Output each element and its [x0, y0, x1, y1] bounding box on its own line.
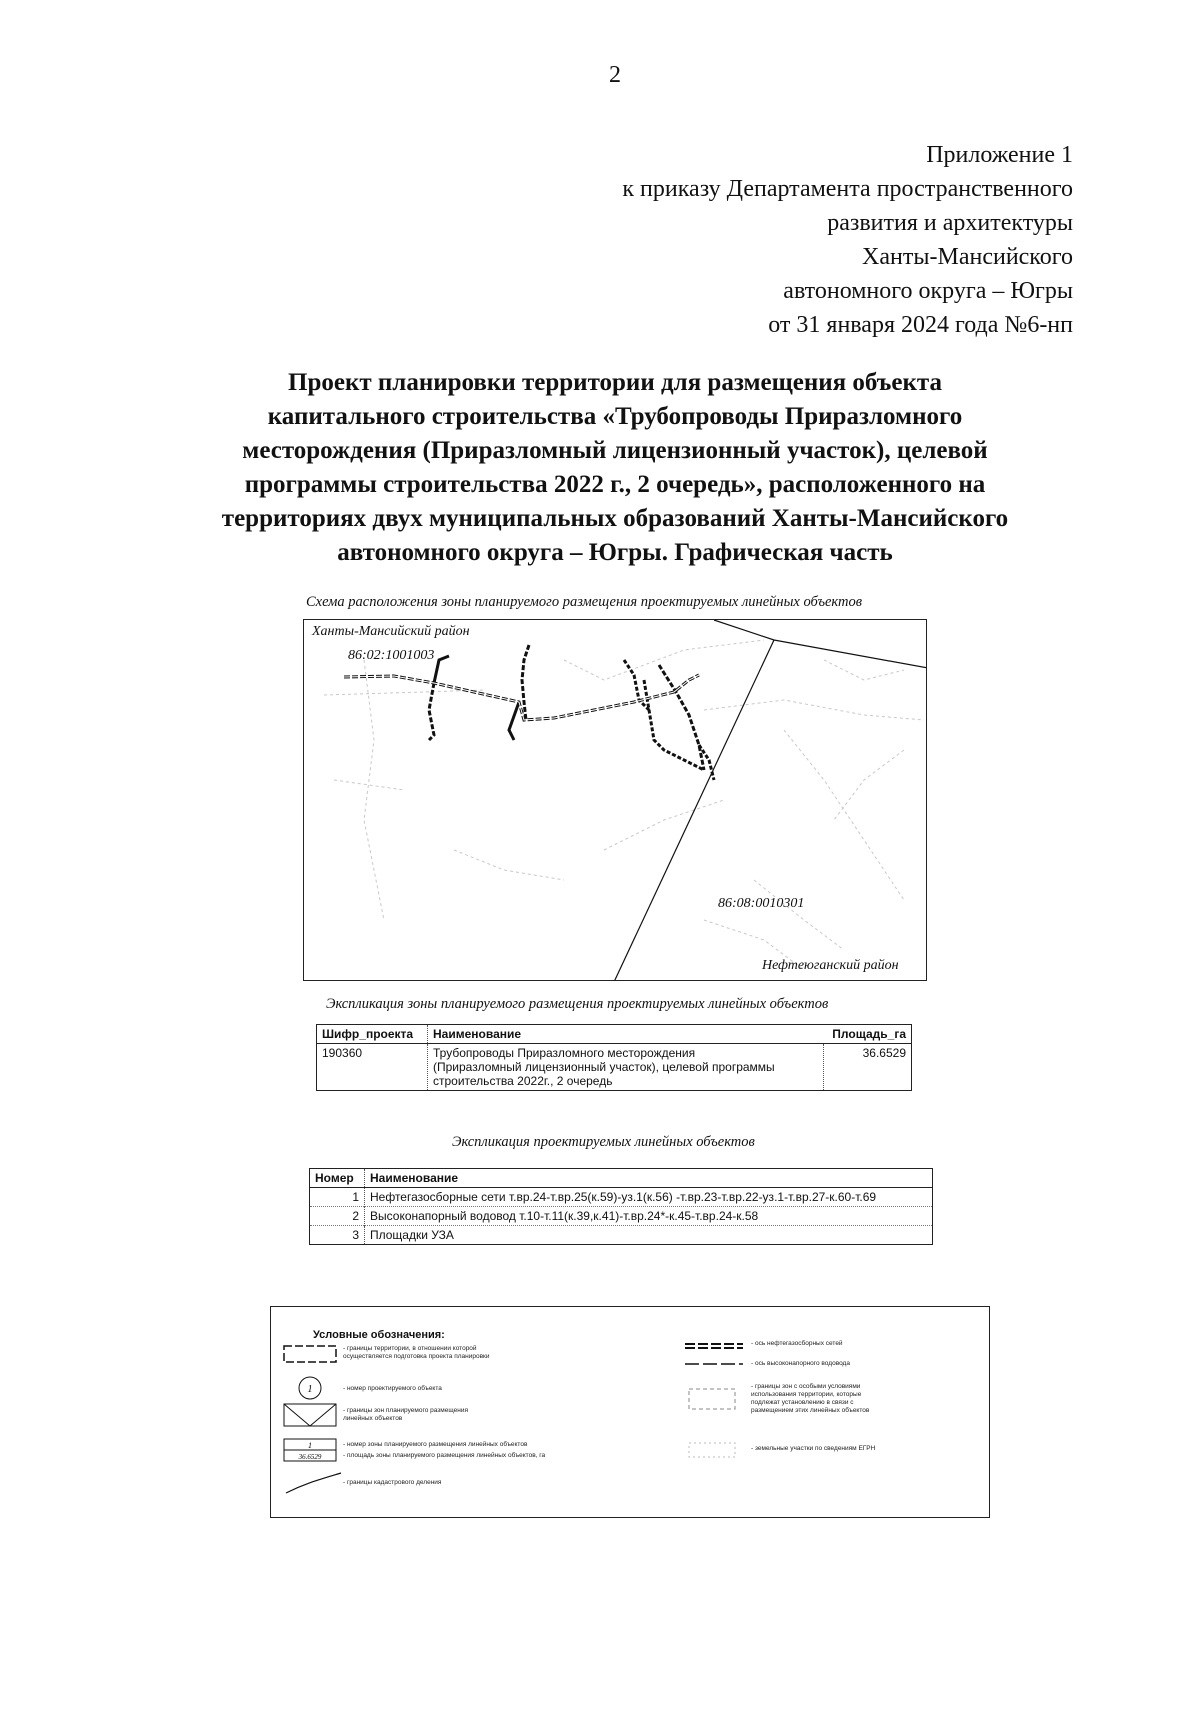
appendix-line: к приказу Департамента пространственного — [622, 176, 1073, 202]
zone-table-caption: Экспликация зоны планируемого размещения проектируемых линейных объектов — [326, 996, 829, 1012]
legend-symbols-left — [281, 1343, 361, 1513]
name-line: строительства 2022г., 2 очередь — [433, 1074, 613, 1088]
legend-text: - номер проектируемого объекта — [343, 1385, 442, 1392]
special-zone-symbol — [689, 1389, 735, 1409]
project-code-cell: 190360 — [317, 1044, 428, 1091]
title-line: Проект планировки территории для размещения объекта — [288, 369, 942, 396]
column-header: Площадь_га — [832, 1027, 906, 1041]
name-line: (Приразломный лицензионный участок), целевой программы — [433, 1060, 775, 1074]
zone-area-symbol-text: 36.6529 — [298, 1453, 322, 1461]
area-cell: 36.6529 — [862, 1046, 906, 1060]
title-line: территориях двух муниципальных образований Ханты-Мансийского — [221, 505, 1009, 532]
appendix-line: Приложение 1 — [926, 142, 1073, 168]
territory-boundary-symbol — [284, 1346, 336, 1362]
appendix-line: развития и архитектуры — [827, 210, 1073, 236]
legend-text: - границы зон планируемого размещения линейных объектов — [343, 1407, 468, 1422]
table-row — [310, 1188, 933, 1207]
object-number-symbol-text: 1 — [307, 1384, 313, 1395]
table-header-row — [317, 1025, 912, 1044]
objects-table-caption: Экспликация проектируемых линейных объектов — [452, 1134, 755, 1150]
legend-text: - земельные участки по сведениям ЕГРН — [751, 1445, 876, 1452]
map-caption: Схема расположения зоны планируемого размещения проектируемых линейных объектов — [306, 594, 863, 610]
legend-text: - границы кадастрового деления — [343, 1479, 442, 1486]
column-header: Наименование — [370, 1171, 459, 1185]
pipeline-network — [344, 645, 714, 780]
legend-text: - ось нефтегазосборных сетей — [751, 1340, 843, 1347]
page-number: 2 — [609, 62, 621, 88]
table-header-row — [310, 1169, 933, 1188]
legend-text: - границы территории, в отношении которой осуществляется подготовка проекта планировки — [343, 1345, 490, 1360]
name-cell — [428, 1044, 824, 1091]
zone-number-symbol-text: 1 — [308, 1441, 312, 1450]
legend-text: - границы зон с особыми условиями использования территории, которые подлежат установлению в связи с размещением этих линейных объектов — [751, 1383, 870, 1414]
object-name-cell: Площадки УЗА — [370, 1228, 454, 1242]
appendix-block — [453, 138, 1073, 342]
cadastral-number-label: 86:02:1001003 — [348, 648, 435, 663]
column-header: Наименование — [433, 1027, 522, 1041]
table-row — [310, 1226, 933, 1245]
cadastral-number-label: 86:08:0010301 — [718, 896, 805, 911]
table-row — [317, 1044, 912, 1091]
location-map — [303, 619, 927, 981]
land-plot-symbol — [689, 1443, 735, 1457]
zone-boundary-symbol — [284, 1404, 336, 1426]
title-line: программы строительства 2022 г., 2 очередь», расположенного на — [244, 471, 986, 498]
legend-text: - ось высоконапорного водовода — [751, 1360, 850, 1367]
cadastral-division-symbol — [286, 1473, 341, 1493]
appendix-line: от 31 января 2024 года №6-нп — [768, 312, 1073, 338]
appendix-line: Ханты-Мансийского — [862, 244, 1073, 270]
cadastral-boundary-line — [614, 640, 774, 981]
title-line: автономного округа – Югры. Графическая часть — [337, 539, 893, 566]
name-line: Трубопроводы Приразломного месторождения — [433, 1046, 696, 1060]
table-row — [310, 1207, 933, 1226]
legend-text: - номер зоны планируемого размещения линейных объектов — [343, 1441, 528, 1448]
object-name-cell: Высоконапорный водовод т.10-т.11(к.39,к.41)-т.вр.24*-к.45-т.вр.24-к.58 — [370, 1209, 759, 1223]
object-name-cell: Нефтегазосборные сети т.вр.24-т.вр.25(к.59)-уз.1(к.56) -т.вр.23-т.вр.22-уз.1-т.вр.27-к.60-т.69 — [370, 1190, 877, 1204]
district-label: Нефтеюганский район — [762, 958, 899, 973]
document-title — [100, 366, 1130, 570]
appendix-line: автономного округа – Югры — [783, 278, 1073, 304]
zone-explication-table — [316, 1024, 912, 1091]
map-legend — [270, 1306, 990, 1518]
map-drawing — [304, 620, 927, 981]
district-label: Ханты-Мансийский район — [312, 624, 470, 639]
legend-symbols-right — [681, 1339, 761, 1489]
column-header: Номер — [310, 1169, 365, 1188]
cadastral-boundary-line — [714, 620, 927, 668]
column-header: Шифр_проекта — [317, 1025, 428, 1044]
legend-text: - площадь зоны планируемого размещения линейных объектов, га — [343, 1452, 546, 1459]
background-features — [324, 640, 924, 970]
legend-title: Условные обозначения: — [313, 1329, 445, 1341]
title-line: капитального строительства «Трубопроводы Приразломного — [267, 403, 963, 430]
objects-explication-table — [309, 1168, 933, 1245]
title-line: месторождения (Приразломный лицензионный участок), целевой — [242, 437, 988, 464]
object-number-cell: 3 — [310, 1226, 365, 1245]
object-number-cell: 2 — [310, 1207, 365, 1226]
object-number-cell: 1 — [310, 1188, 365, 1207]
